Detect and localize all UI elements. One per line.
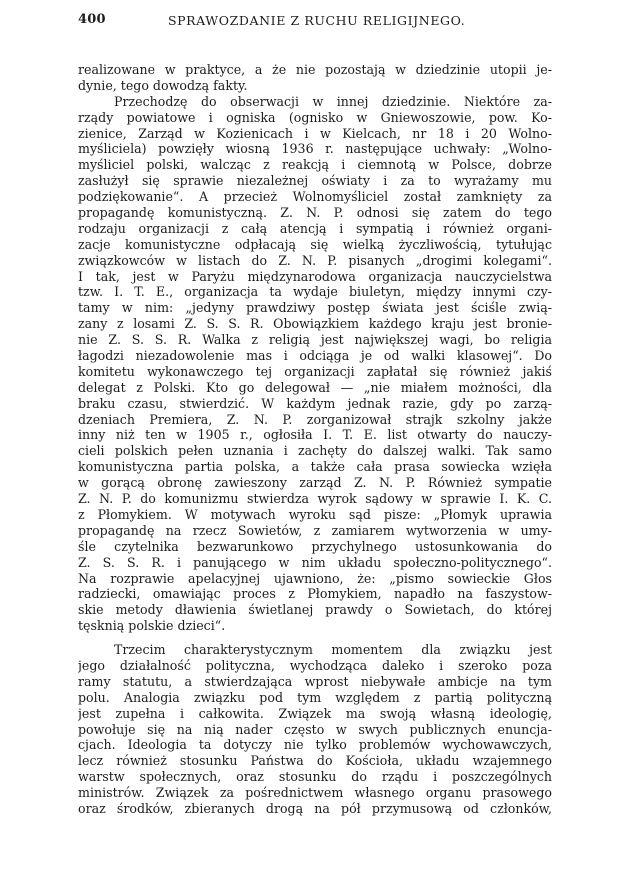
running-title: SPRAWOZDANIE Z RUCHU RELIGIJNEGO. bbox=[168, 13, 466, 28]
text-line: delegat z Polski. Kto go delegował — „nie miałem możności, dla bbox=[78, 379, 552, 395]
text-line: śle czytelnika bezwarunkowo przychylnego ustosunkowania do bbox=[78, 538, 552, 554]
page-number: 400 bbox=[78, 12, 106, 27]
text-line: z Płomykiem. W motywach wyroku sąd pisze: „Płomyk uprawia bbox=[78, 506, 552, 522]
text-line: lecz również stosunku Państwa do Kościoła, układu wzajemnego bbox=[78, 753, 552, 769]
text-line: dzeniach Premiera, Z. N. P. zorganizował strajk szkolny jakże bbox=[78, 411, 552, 427]
text-line: zacje komunistyczne odpłacają się wielką życzliwością, tytułując bbox=[78, 236, 552, 252]
text-line: łagodzi niezadowolenie mas i odciąga je od walki klasowej“. Do bbox=[78, 348, 552, 364]
text-line: zienice, Zarząd w Kozienicach i w Kielcach, nr 18 i 20 Wolno- bbox=[78, 125, 552, 141]
text-line: realizowane w praktyce, a że nie pozostają w dziedzinie utopii je- bbox=[78, 62, 552, 77]
text-line: jego działalność polityczna, wychodząca daleko i szeroko poza bbox=[78, 657, 552, 673]
text-line: polu. Analogia związku pod tym względem z partią polityczną bbox=[78, 689, 552, 705]
text-line: Trzecim charakterystycznym momentem dla związku jest bbox=[114, 642, 552, 658]
body-text bbox=[78, 62, 552, 817]
text-line: dynie, tego dowodzą fakty. bbox=[78, 77, 248, 93]
text-line: cieli polskich pełen uznania i zachęty do dalszej walki. Tak samo bbox=[78, 443, 552, 459]
text-line: powołuje się na nią nader często w swych publicznych enuncja- bbox=[78, 721, 552, 737]
text-line: związkowców w listach do Z. N. P. pisanych „drogimi kolegami“. bbox=[78, 252, 552, 268]
text-line: Z. N. P. do komunizmu stwierdza wyrok sądowy w sprawie I. K. C. bbox=[78, 491, 552, 507]
text-line: tamy w nim: „jedyny prawdziwy postęp świata jest ściśle zwią- bbox=[78, 300, 552, 316]
page-header bbox=[78, 12, 552, 34]
text-line: oraz środków, zbieranych drogą na pół przymusową od członków, bbox=[78, 800, 552, 816]
paragraph-gap bbox=[78, 634, 552, 642]
text-line: Na rozprawie apelacyjnej ujawniono, że: „pismo sowieckie Głos bbox=[78, 570, 552, 586]
text-line: jest zupełna i całkowita. Związek ma swoją własną ideologię, bbox=[78, 705, 552, 721]
text-line: braku czasu, stwierdzić. W każdym jednak razie, gdy po zarzą- bbox=[78, 395, 552, 411]
text-line: ministrów. Związek za pośrednictwem własnego organu prasowego bbox=[78, 785, 552, 801]
text-line: myśliciela) powzięły wiosną 1936 r. następujące uchwały: „Wolno- bbox=[78, 141, 552, 157]
text-line: ramy statutu, a stwierdzająca wprost niebywałe ambicje na tym bbox=[78, 673, 552, 689]
text-line: propagandę na rzecz Sowietów, z zamiarem wytworzenia w umy- bbox=[78, 522, 552, 538]
text-line: zany z losami Z. S. S. R. Obowiązkiem każdego kraju jest bronie- bbox=[78, 316, 552, 332]
text-line: cjach. Ideologia ta dotyczy nie tylko problemów wychowawczych, bbox=[78, 737, 552, 753]
text-line: skie metody dławienia świetlanej prawdy o Sowietach, do której bbox=[78, 602, 552, 618]
text-line: warstw społecznych, oraz stosunku do rządu i poszczególnych bbox=[78, 769, 552, 785]
text-line: tzw. I. T. E., organizacja ta wydaje biuletyn, między innymi czy- bbox=[78, 284, 552, 300]
text-line: podziękowanie“. A przecież Wolnomyśliciel został zamknięty za bbox=[78, 189, 552, 205]
text-line: w gorącą obronę zawieszony zarząd Z. N. P. Również sympatie bbox=[78, 475, 552, 491]
text-line: inny niż ten w 1905 r., ogłosiła I. T. E. list otwarty do nauczy- bbox=[78, 427, 552, 443]
text-line: radziecki, omawiając proces z Płomykiem, napadło na faszystow- bbox=[78, 586, 552, 602]
text-line: komunistyczna partia polska, a także cała prasa sowiecka wzięła bbox=[78, 459, 552, 475]
text-line: Przechodzę do obserwacji w innej dziedzinie. Niektóre za- bbox=[114, 93, 552, 109]
text-line: nie Z. S. S. R. Walka z religią jest największej wagi, bo religia bbox=[78, 332, 552, 348]
text-line: rządy powiatowe i ogniska (ognisko w Gniewoszowie, pow. Ko- bbox=[78, 109, 552, 125]
text-line: zasłużył się sprawie niezależnej oświaty i za to wyrażamy mu bbox=[78, 173, 552, 189]
text-line: Z. S. S. R. i panującego w nim układu społeczno-politycznego“. bbox=[78, 554, 552, 570]
text-line: komitetu wykonawczego tej organizacji zapłatał się również jakiś bbox=[78, 363, 552, 379]
text-line: propagandę komunistyczną. Z. N. P. odnosi się zatem do tego bbox=[78, 205, 552, 221]
text-line: I tak, jest w Paryżu międzynarodowa organizacja nauczycielstwa bbox=[78, 268, 552, 284]
text-line: rodzaju organizacji z całą atencją i sympatią i również organi- bbox=[78, 220, 552, 236]
text-line: myśliciel polski, walcząc z reakcją i ciemnotą w Polsce, dobrze bbox=[78, 157, 552, 173]
text-line: tęsknią polskie dzieci“. bbox=[78, 618, 226, 634]
